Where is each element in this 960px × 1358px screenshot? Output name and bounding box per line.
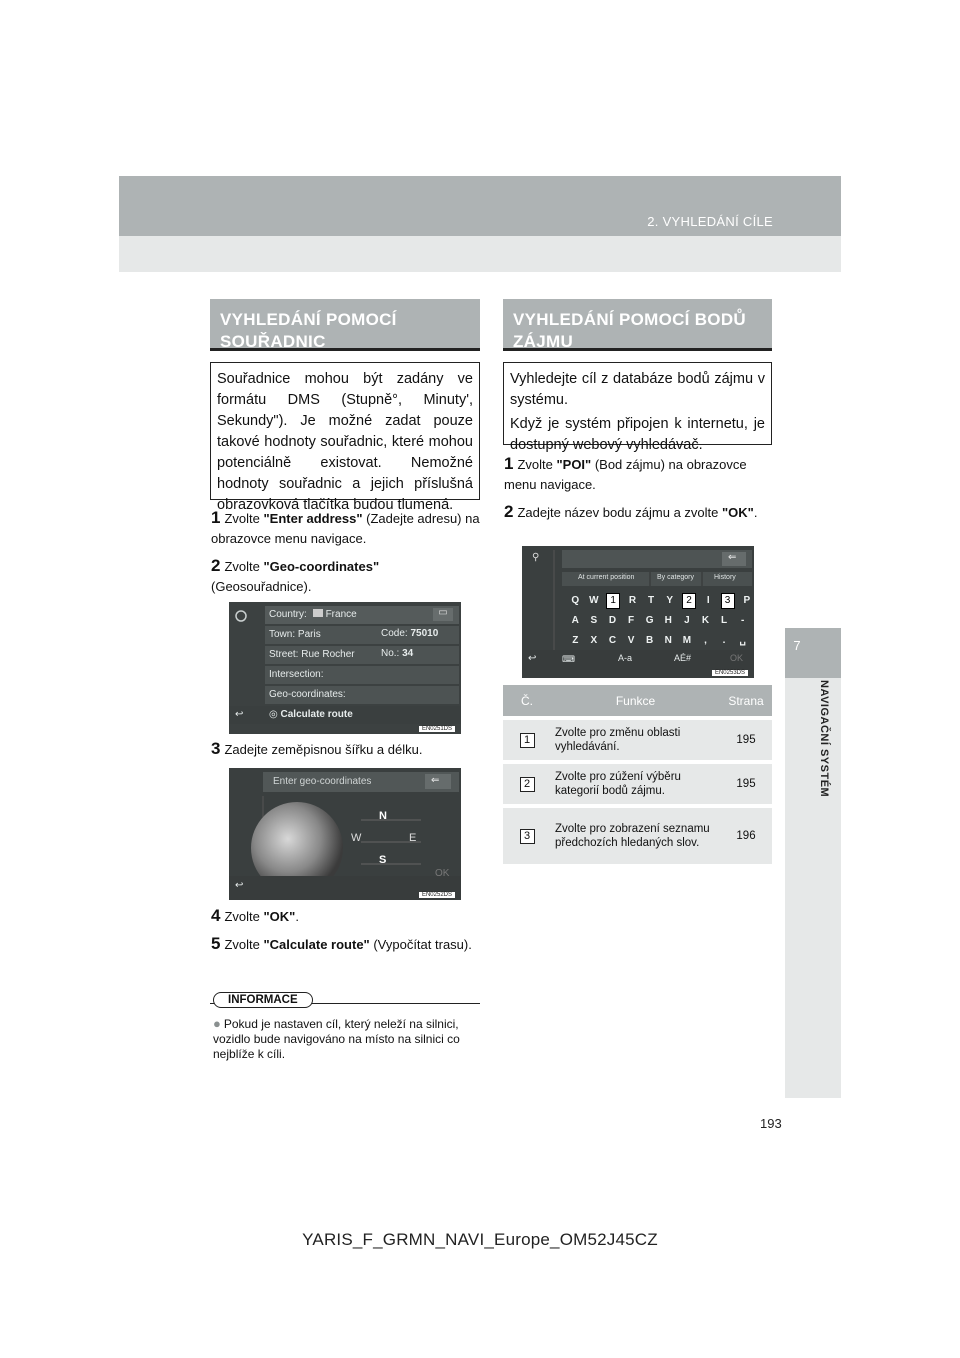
callout-marker-3: 3 [721, 593, 735, 609]
row-page: 196 [720, 806, 772, 864]
keyboard-row [566, 590, 752, 610]
intersection-item[interactable]: Intersection: [269, 669, 324, 680]
left-title-line2: SOUŘADNIC [220, 332, 326, 351]
right-title-line1: VYHLEDÁNÍ POMOCÍ BODŮ [513, 310, 746, 329]
left-step-3: 3 Zadejte zeměpisnou šířku a délku. [211, 739, 423, 758]
key[interactable]: M [682, 635, 692, 646]
street-label: Street: [269, 649, 299, 660]
country-value: France [325, 609, 357, 620]
left-step-1: 1 Zvolte "Enter address" (Zadejte adresu) na obrazovce menu navigace. [211, 508, 480, 546]
table-row [503, 762, 772, 806]
left-title-line1: VYHLEDÁNÍ POMOCÍ [220, 310, 397, 329]
header-band-light [119, 236, 841, 272]
row-function: Zvolte pro zobrazení seznamu předchozích hledaných slov. [551, 806, 720, 864]
key[interactable]: Z [572, 635, 579, 646]
key[interactable]: - [740, 615, 745, 626]
callout-marker-2: 2 [682, 593, 696, 609]
key[interactable]: T [648, 595, 655, 606]
west-button[interactable]: W [351, 832, 362, 844]
key[interactable]: K [701, 615, 710, 626]
left-intro-text: Souřadnice mohou být zadány ve formátu DMS (Stupně°, Minuty', Sekundy"). Je možné zadat pouze takové hodnoty souřadnic, které mohou potenciálně existovat. Nemožné hodnoty souřadnic a jejich příslušná obrazovková tlačítka budou tlumená. [217, 371, 473, 513]
poi-keyboard-screen [522, 546, 754, 678]
right-section-title [503, 299, 772, 351]
flag-button[interactable]: ▭ [438, 607, 448, 618]
back-icon[interactable]: ↩ [528, 653, 537, 664]
document-footer: YARIS_F_GRMN_NAVI_Europe_OM52J45CZ [302, 1230, 658, 1249]
key[interactable]: P [743, 595, 751, 606]
keyboard [566, 590, 752, 650]
geo-input[interactable]: Enter geo-coordinates [273, 776, 372, 787]
right-intro-box [503, 362, 772, 453]
header-function: Funkce [551, 685, 720, 718]
geo-coordinates-screen [229, 768, 461, 900]
south-button[interactable]: S [379, 854, 387, 866]
page-number: 193 [760, 1116, 782, 1131]
keyboard-row [566, 630, 752, 650]
figure-code: EN0252DS [419, 892, 455, 898]
key[interactable]: Y [666, 595, 673, 606]
key[interactable]: D [608, 615, 617, 626]
ok-button[interactable]: OK [730, 653, 744, 663]
right-step-2: 2 Zadejte název bodu zájmu a zvolte "OK". [504, 502, 758, 521]
key[interactable]: S [590, 615, 598, 626]
right-step-1: 1 Zvolte "POI" (Bod zájmu) na obrazovce menu navigace. [504, 454, 747, 492]
keyboard-icon[interactable]: ⌨ [562, 654, 575, 664]
key[interactable]: B [646, 635, 654, 646]
table-row [503, 718, 772, 762]
chapter-tab [785, 628, 841, 678]
ok-button[interactable]: OK [435, 868, 450, 879]
chapter-title: NAVIGAČNÍ SYSTÉM [818, 680, 830, 798]
row-page: 195 [720, 762, 772, 806]
left-step-2: 2 Zvolte "Geo-coordinates" (Geosouřadnice). [211, 556, 380, 594]
key[interactable]: I [706, 595, 710, 606]
key[interactable]: . [722, 635, 726, 646]
back-icon[interactable]: ↩ [235, 709, 244, 720]
geo-coordinates-item[interactable]: Geo-coordinates: [269, 689, 346, 700]
figure-code: EN0253DS [712, 670, 748, 676]
key[interactable]: R [628, 595, 637, 606]
code-label: Code: [381, 628, 408, 639]
header-number: Č. [503, 685, 551, 718]
row-function: Zvolte pro zúžení výběru kategorií bodů zájmu. [551, 762, 720, 806]
info-label: INFORMACE [213, 992, 313, 1008]
right-title-line2: ZÁJMU [513, 332, 574, 351]
east-button[interactable]: E [409, 832, 417, 844]
row-number-box: 2 [520, 777, 535, 792]
table-header [503, 685, 772, 718]
backspace-icon[interactable]: ⇐ [728, 552, 737, 563]
table-row [503, 806, 772, 864]
row-function: Zvolte pro změnu oblasti vyhledávání. [551, 718, 720, 762]
section-header: 2. VYHLEDÁNÍ CÍLE [647, 214, 773, 229]
key[interactable]: C [608, 635, 617, 646]
key[interactable]: A [571, 615, 579, 626]
left-step-4: 4 Zvolte "OK". [211, 906, 299, 925]
left-step-5: 5 Zvolte "Calculate route" (Vypočítat trasu). [211, 934, 472, 953]
no-label: No.: [381, 648, 400, 659]
key[interactable]: H [664, 615, 672, 626]
key[interactable]: J [684, 615, 690, 626]
country-label: Country: [269, 609, 307, 620]
code-value: 75010 [410, 628, 439, 639]
key[interactable]: ␣ [739, 635, 746, 646]
key[interactable]: W [589, 595, 599, 606]
no-value: 34 [402, 648, 414, 659]
info-text: ● Pokud je nastaven cíl, který neleží na silnici, vozidlo bude navigováno na místo na silnici co nejblíže k cíli. [213, 1016, 460, 1061]
location-pin-icon: ⚲ [532, 552, 540, 563]
bullet-icon: ● [213, 1016, 221, 1031]
town-label: Town: [269, 629, 296, 640]
figure-code: EN0251DS [419, 726, 455, 732]
key[interactable]: Q [571, 595, 580, 606]
key[interactable]: L [720, 615, 728, 626]
calculate-route-button[interactable]: ◎ Calculate route [269, 709, 353, 720]
town-value: Paris [297, 629, 321, 640]
key[interactable]: V [627, 635, 635, 646]
tab-at-current-position[interactable]: At current position [578, 574, 635, 581]
tab-history[interactable]: History [714, 574, 736, 581]
north-button[interactable]: N [379, 810, 387, 822]
row-page: 195 [720, 718, 772, 762]
key[interactable]: N [664, 635, 672, 646]
header-page: Strana [720, 685, 772, 718]
chapter-number: 7 [793, 638, 801, 653]
street-value: Rue Rocher [301, 649, 355, 660]
key[interactable]: X [590, 635, 598, 646]
tab-by-category[interactable]: By category [657, 574, 694, 581]
calc-icon: ◎ [269, 709, 281, 720]
address-screen [229, 602, 461, 734]
key[interactable]: G [645, 615, 654, 626]
callout-marker-1: 1 [606, 593, 620, 609]
row-number-box: 1 [520, 733, 535, 748]
case-toggle-button[interactable]: A-a [618, 653, 633, 663]
key[interactable]: , [704, 635, 707, 646]
backspace-icon[interactable]: ⇐ [431, 775, 440, 786]
function-table [503, 685, 772, 864]
header-band [119, 176, 841, 236]
row-number-box: 3 [520, 829, 535, 844]
chapter-strip [785, 678, 841, 1098]
back-icon[interactable]: ↩ [235, 880, 244, 891]
left-intro-box [210, 362, 480, 513]
left-section-title [210, 299, 480, 351]
right-intro-p1: Vyhledejte cíl z databáze bodů zájmu v systému. [510, 371, 765, 408]
keyboard-row [566, 610, 752, 630]
symbols-button[interactable]: AÉ# [674, 653, 692, 663]
key[interactable]: F [628, 615, 635, 626]
right-intro-p2: Když je systém připojen k internetu, je dostupný webový vyhledávač. [510, 416, 765, 453]
